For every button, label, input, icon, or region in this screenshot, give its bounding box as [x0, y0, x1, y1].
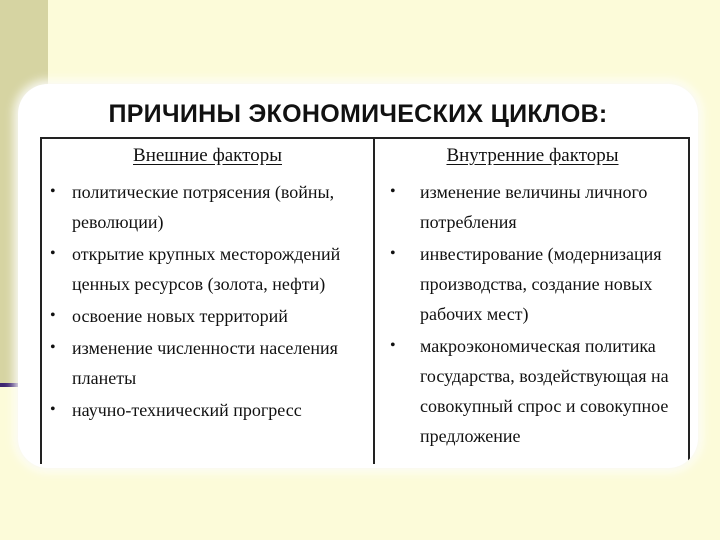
bullet-icon: • — [50, 183, 56, 200]
list-item-text: макроэкономическая политика государства, воздействующая на совокупный спрос и совокупное предложение — [420, 336, 669, 446]
content-card — [18, 84, 698, 468]
bullet-icon: • — [390, 183, 396, 200]
internal-factors-header-label: Внутренние факторы — [446, 145, 619, 166]
external-factors-list — [48, 177, 366, 427]
list-item-text: изменение величины личного потребления — [420, 182, 648, 232]
bullet-icon: • — [50, 245, 56, 262]
bullet-icon: • — [50, 307, 56, 324]
list-item — [48, 333, 366, 393]
list-item-text: открытие крупных месторождений ценных ресурсов (золота, нефти) — [72, 244, 341, 294]
external-factors-header-label: Внешние факторы — [133, 145, 282, 166]
column-divider — [373, 139, 375, 464]
internal-factors-list — [382, 177, 682, 453]
list-item-text: научно-технический прогресс — [72, 400, 302, 420]
bullet-icon: • — [390, 337, 396, 354]
external-factors-header — [42, 145, 373, 171]
bullet-icon: • — [50, 401, 56, 418]
page-title: ПРИЧИНЫ ЭКОНОМИЧЕСКИХ ЦИКЛОВ: — [108, 100, 608, 128]
list-item-text: изменение численности населения планеты — [72, 338, 338, 388]
factors-table — [40, 137, 690, 464]
list-item — [48, 301, 366, 331]
list-item — [382, 331, 682, 451]
bullet-icon: • — [50, 339, 56, 356]
list-item — [48, 177, 366, 237]
internal-factors-header — [375, 145, 690, 171]
bullet-icon: • — [390, 245, 396, 262]
list-item — [48, 239, 366, 299]
list-item — [382, 239, 682, 329]
list-item — [48, 395, 366, 425]
list-item-text: политические потрясения (войны, революции) — [72, 182, 335, 232]
list-item — [382, 177, 682, 237]
list-item-text: инвестирование (модернизация производства, создание новых рабочих мест) — [420, 244, 662, 324]
list-item-text: освоение новых территорий — [72, 306, 288, 326]
